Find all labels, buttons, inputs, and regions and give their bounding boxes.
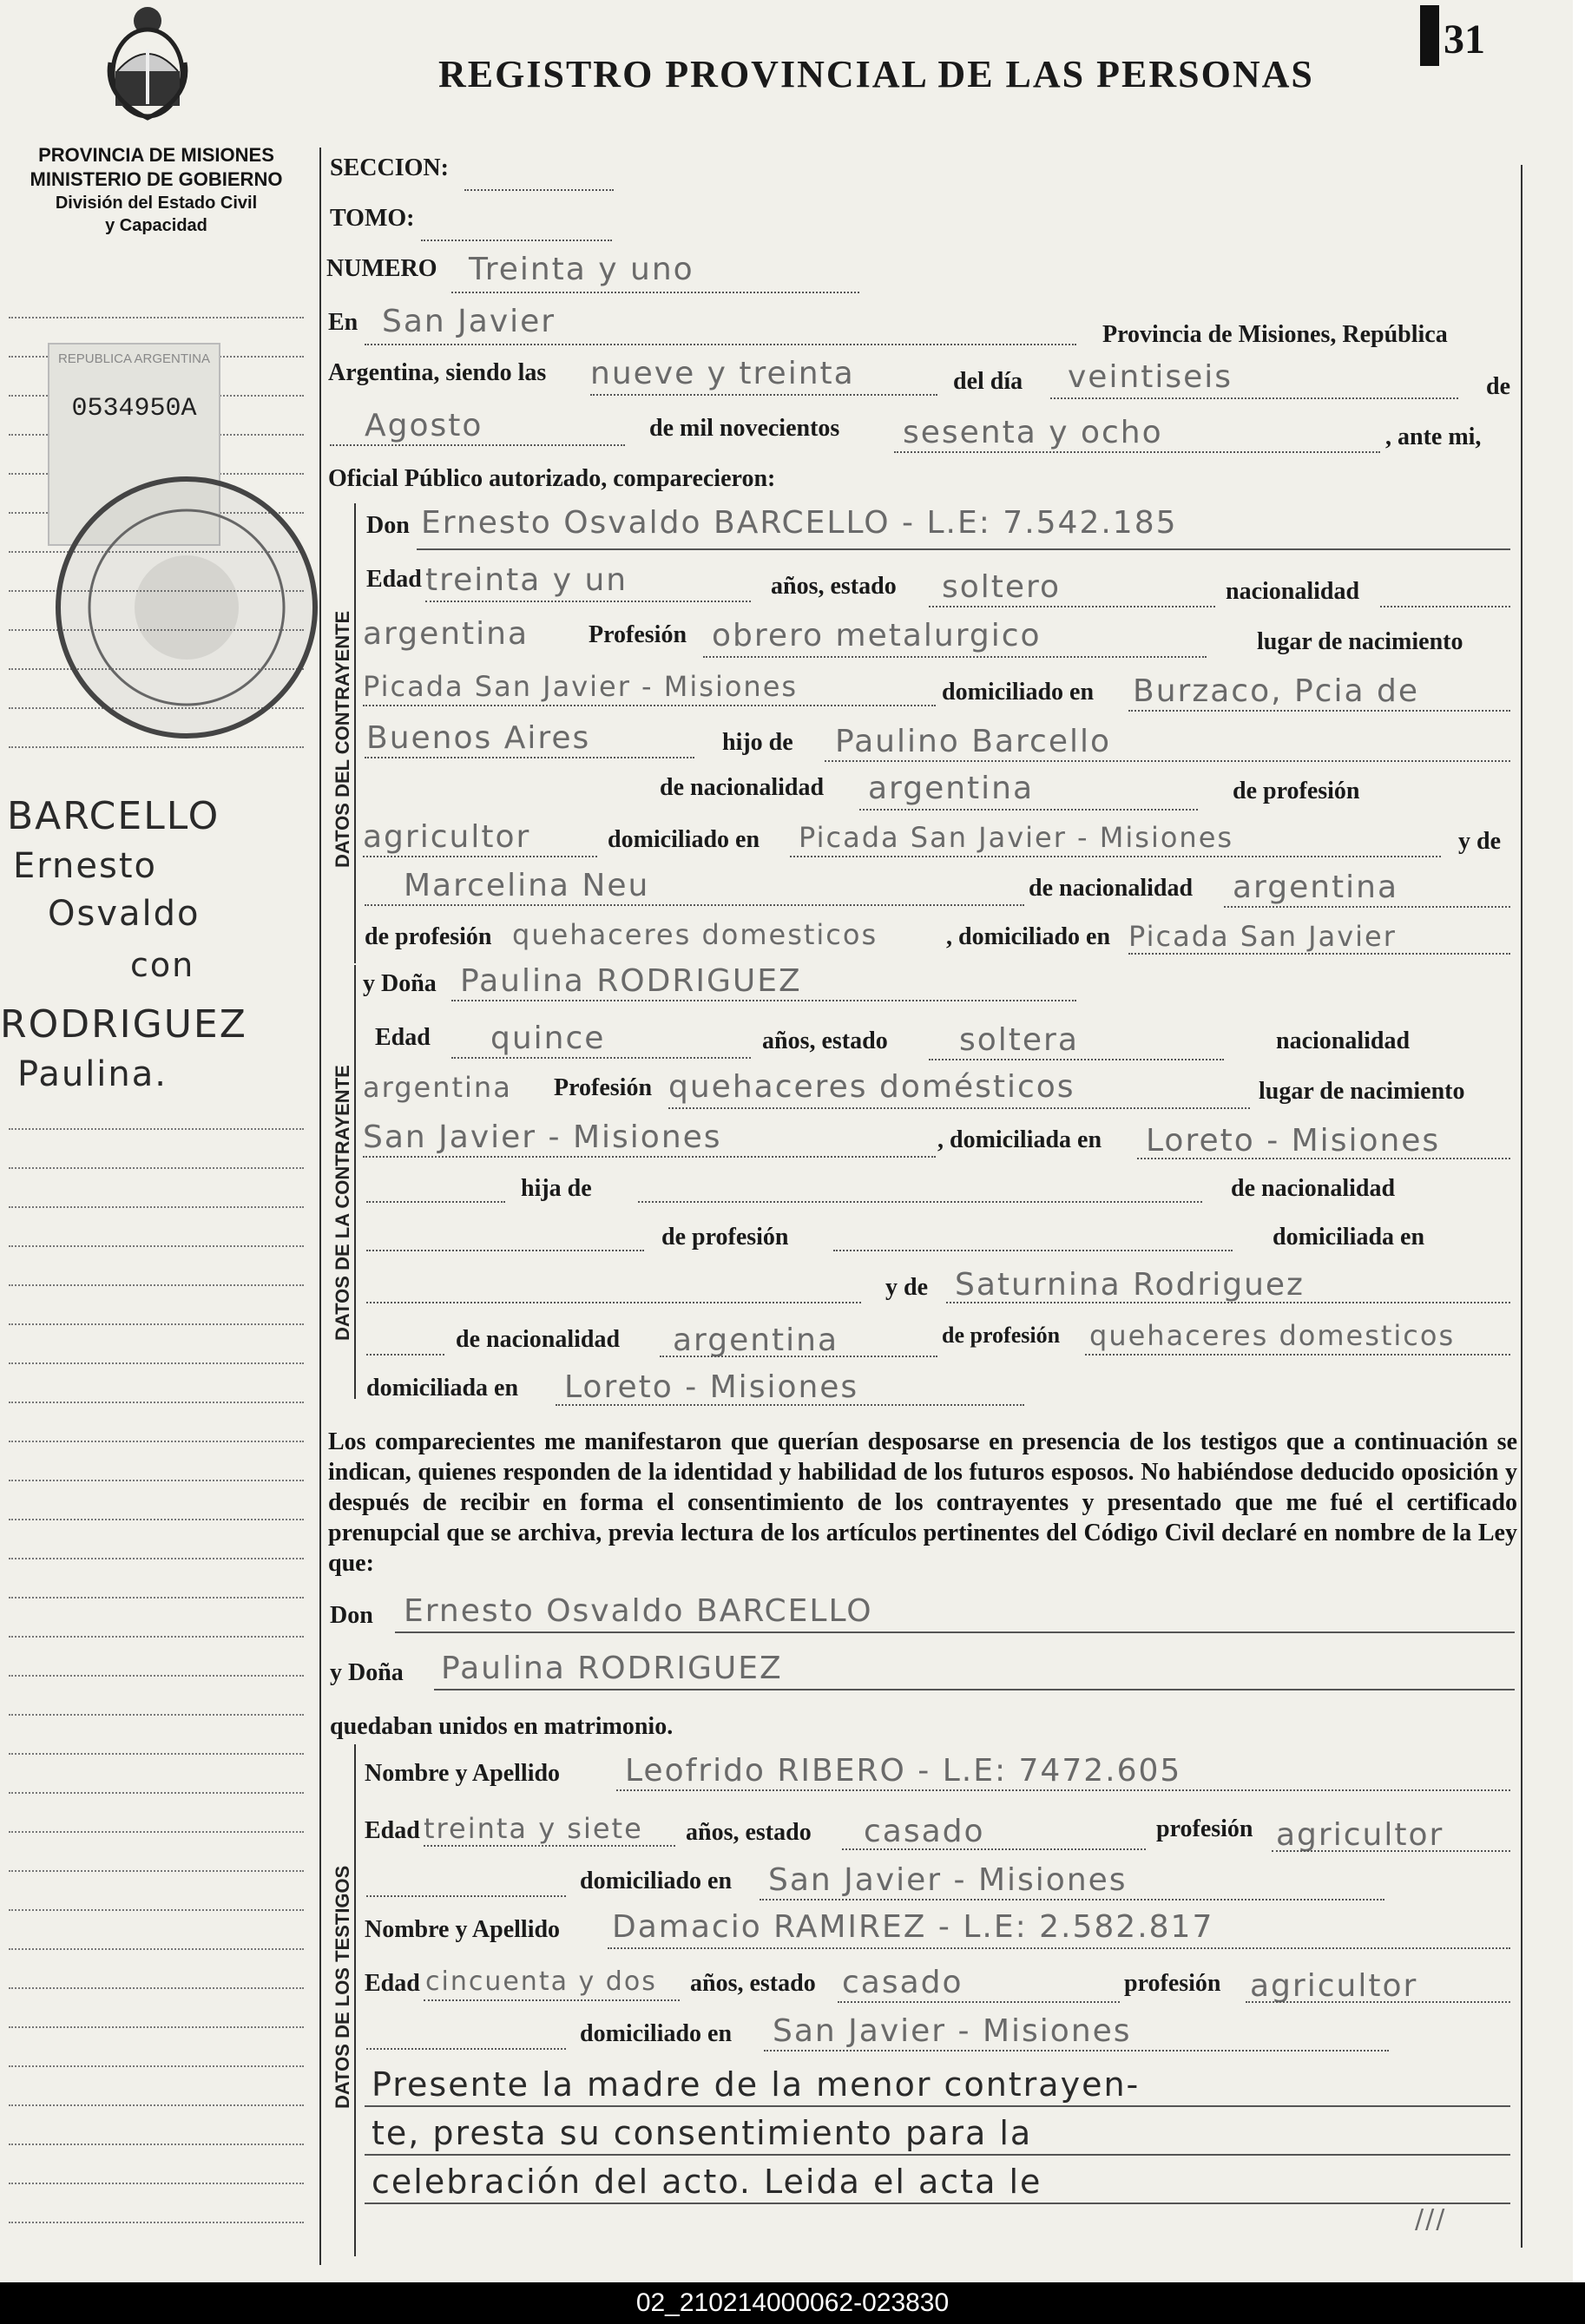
en-label: En (328, 309, 358, 336)
padre-profesion: agricultor (363, 819, 531, 855)
folio-mark (1420, 5, 1439, 66)
contrayente-f-lugar: San Javier - Misiones (363, 1119, 722, 1155)
t2-profesion-label: profesión (1124, 1970, 1221, 1997)
contrayente-profesion: obrero metalurgico (712, 618, 1042, 653)
padre-domicilio: Picada San Javier - Misiones (799, 821, 1234, 854)
margin-note-line-4: con (130, 946, 195, 984)
madre-domiciliado-label: , domiciliado en (946, 923, 1111, 950)
contrayente-f-madre: Saturnina Rodriguez (955, 1267, 1305, 1303)
t1-estado: casado (864, 1814, 985, 1849)
contrayente-lugar: Picada San Javier - Misiones (363, 670, 799, 703)
t1-nombre: Leofrido RIBERO - L.E: 7472.605 (625, 1753, 1182, 1789)
contrayente-nombre: Ernesto Osvaldo BARCELLO - L.E: 7.542.185 (421, 505, 1178, 541)
padre-nombre: Paulino Barcello (835, 724, 1111, 759)
ministry-line: MINISTERIO DE GOBIERNO (30, 168, 283, 190)
f-lugar-label: lugar de nacimiento (1259, 1078, 1465, 1105)
t1-domiciliado-label: domiciliado en (580, 1868, 733, 1894)
declaracion-don-label: Don (330, 1602, 373, 1629)
numero-label: NUMERO (326, 255, 437, 282)
t1-edad: treinta y siete (424, 1812, 643, 1845)
nota-line-3: celebración del acto. Leida el acta le (372, 2163, 1042, 2201)
t1-domicilio: San Javier - Misiones (768, 1862, 1128, 1898)
t2-edad-label: Edad (365, 1970, 420, 1997)
hijo-de-label: hijo de (722, 729, 793, 756)
mes-value: Agosto (365, 408, 483, 443)
nota-line-2: te, presta su consentimiento para la (372, 2114, 1033, 2152)
don-label: Don (366, 512, 410, 539)
seccion-label: SECCION: (330, 154, 449, 181)
contrayente-f-bracket (354, 965, 356, 1399)
declaracion-don-value: Ernesto Osvaldo BARCELLO (404, 1593, 873, 1629)
numero-value: Treinta y uno (469, 252, 694, 287)
t1-anios-estado-label: años, estado (686, 1819, 812, 1846)
file-id-bar: 02_210214000062-023830 (0, 2282, 1585, 2324)
margin-note-line-5: RODRIGUEZ (0, 1002, 247, 1047)
t2-domicilio: San Javier - Misiones (773, 2013, 1132, 2049)
form-right-rule (1521, 165, 1523, 2248)
coat-of-arms-icon (100, 2, 195, 123)
unidos-text: quedaban unidos en matrimonio. (330, 1713, 674, 1740)
en-value: San Javier (382, 304, 556, 339)
mil-novecientos-label: de mil novecientos (649, 415, 840, 442)
t2-edad: cincuenta y dos (425, 1966, 657, 1997)
t1-profesion: agricultor (1276, 1817, 1444, 1853)
t2-profesion: agricultor (1250, 1968, 1418, 2004)
contrayente-f-edad: quince (490, 1021, 606, 1056)
f-y-de-label: y de (885, 1274, 928, 1301)
testigos-section-label: DATOS DE LOS TESTIGOS (332, 1865, 353, 2109)
contrayente-section-label: DATOS DEL CONTRAYENTE (332, 610, 353, 868)
t2-estado: casado (842, 1965, 963, 2000)
dia-value: veintiseis (1068, 359, 1233, 395)
anios-estado-label: años, estado (771, 573, 897, 600)
division-line: División del Estado Civil (55, 194, 258, 213)
province-line: PROVINCIA DE MISIONES (38, 144, 274, 166)
domiciliado-label: domiciliado en (942, 679, 1095, 706)
dona-label: y Doña (363, 970, 437, 997)
anio-value: sesenta y ocho (903, 415, 1163, 450)
t2-domiciliado-label: domiciliado en (580, 2020, 733, 2047)
contrayente-f-nacionalidad: argentina (363, 1071, 512, 1104)
t1-edad-label: Edad (365, 1817, 420, 1844)
argentina-text: Argentina, siendo las (328, 359, 547, 386)
contrayente-f-nombre: Paulina RODRIGUEZ (460, 963, 802, 999)
madre-profesion: quehaceres domesticos (512, 918, 878, 951)
folio-number: 31 (1444, 16, 1485, 62)
capacity-line: y Capacidad (105, 216, 207, 235)
f-anios-estado-label: años, estado (762, 1027, 888, 1054)
contrayente-domicilio-2: Buenos Aires (366, 720, 591, 756)
ante-label: , ante mi, (1385, 423, 1482, 450)
margin-note-line-1: BARCELLO (7, 794, 220, 838)
t2-anios-estado-label: años, estado (690, 1970, 816, 1997)
nota-line-1: Presente la madre de la menor contrayen- (372, 2065, 1141, 2104)
f-padre-domiciliada-label: domiciliada en (1273, 1224, 1425, 1251)
f-madre-profesion-label: de profesión (942, 1323, 1061, 1348)
provincia-text: Provincia de Misiones, República (1102, 321, 1448, 348)
madre-nombre: Marcelina Neu (404, 868, 650, 903)
contrayente-estado: soltero (942, 569, 1062, 605)
del-dia-label: del día (953, 368, 1023, 395)
f-nacionalidad-label: nacionalidad (1276, 1027, 1411, 1054)
contrayente-f-madre-nacionalidad: argentina (673, 1323, 839, 1358)
madre-nacionalidad: argentina (1233, 870, 1399, 905)
rubric-mark: /// (1415, 2204, 1447, 2235)
edad-label: Edad (366, 566, 422, 593)
hija-de-label: hija de (521, 1175, 592, 1202)
contrayente-f-estado: soltera (959, 1022, 1079, 1058)
contrayente-f-madre-domicilio: Loreto - Misiones (564, 1369, 859, 1405)
madre-nacionalidad-label: de nacionalidad (1029, 875, 1194, 902)
contrayente-nacionalidad: argentina (363, 616, 529, 652)
declaracion-dona-label: y Doña (330, 1659, 404, 1686)
lugar-nacimiento-label: lugar de nacimiento (1257, 628, 1463, 655)
declaracion-text: Los comparecientes me manifestaron que querían desposarse en presencia de los testigos que a continuación se indican, quienes responden de la identidad y habilidad de los futuros esposos. No habiéndose deducido oposición y después de recibir en forma el consentimiento de los contrayentes y presentado que me fué el certificado prenupcial que se archiva, previa lectura de los artículos pertinentes del Código Civil declaré en nombre de la Ley que: (328, 1428, 1517, 1577)
oficial-text: Oficial Público autorizado, comparecieron: (328, 465, 776, 492)
de-label: de (1486, 373, 1510, 400)
padre-nacionalidad-label: de nacionalidad (660, 774, 825, 801)
stamp-country: REPUBLICA ARGENTINA (57, 351, 211, 366)
madre-profesion-label: de profesión (365, 923, 492, 950)
t1-nombre-label: Nombre y Apellido (365, 1760, 561, 1787)
profesion-label: Profesión (589, 621, 687, 648)
t2-nombre-label: Nombre y Apellido (365, 1916, 561, 1943)
padre-domiciliado-label: domiciliado en (608, 826, 760, 853)
contrayente-domicilio: Burzaco, Pcia de (1133, 673, 1419, 709)
f-profesion-label: Profesión (554, 1074, 653, 1101)
official-seal-icon (48, 469, 326, 746)
margin-note-line-6: Paulina. (17, 1054, 168, 1094)
hora-value: nueve y treinta (590, 356, 855, 391)
contrayente-f-section-label: DATOS DE LA CONTRAYENTE (332, 1065, 353, 1341)
y-de-label: y de (1458, 828, 1501, 855)
contrayente-f-madre-profesion: quehaceres domesticos (1089, 1319, 1456, 1352)
margin-note-line-3: Osvaldo (48, 894, 201, 934)
madre-domicilio: Picada San Javier (1128, 920, 1397, 953)
tomo-label: TOMO: (330, 205, 415, 232)
contrayente-edad: treinta y un (425, 562, 628, 598)
province-header (9, 143, 304, 237)
t2-nombre: Damacio RAMIREZ - L.E: 2.582.817 (612, 1909, 1214, 1945)
declaracion-dona-value: Paulina RODRIGUEZ (441, 1651, 783, 1686)
f-padre-profesion-label: de profesión (661, 1224, 789, 1251)
stamp-serial: 0534950A (71, 394, 197, 423)
testigos-bracket (354, 1744, 356, 2256)
f-edad-label: Edad (375, 1024, 431, 1051)
nacionalidad-label: nacionalidad (1226, 578, 1360, 605)
f-madre-nacionalidad-label: de nacionalidad (456, 1326, 621, 1353)
padre-profesion-label: de profesión (1233, 778, 1360, 804)
t1-profesion-label: profesión (1156, 1815, 1253, 1842)
contrayente-f-profesion: quehaceres domésticos (668, 1069, 1075, 1105)
f-domiciliada-label: , domiciliada en (937, 1126, 1102, 1153)
contrayente-f-domicilio: Loreto - Misiones (1146, 1123, 1441, 1159)
margin-note-line-2: Ernesto (13, 846, 157, 886)
form-left-rule (319, 148, 321, 2265)
f-madre-domiciliada-label: domiciliada en (366, 1375, 519, 1402)
contrayente-bracket (354, 503, 356, 963)
page-title: REGISTRO PROVINCIAL DE LAS PERSONAS (438, 53, 1314, 95)
f-padre-nacionalidad-label: de nacionalidad (1231, 1175, 1396, 1202)
padre-nacionalidad: argentina (868, 771, 1035, 806)
